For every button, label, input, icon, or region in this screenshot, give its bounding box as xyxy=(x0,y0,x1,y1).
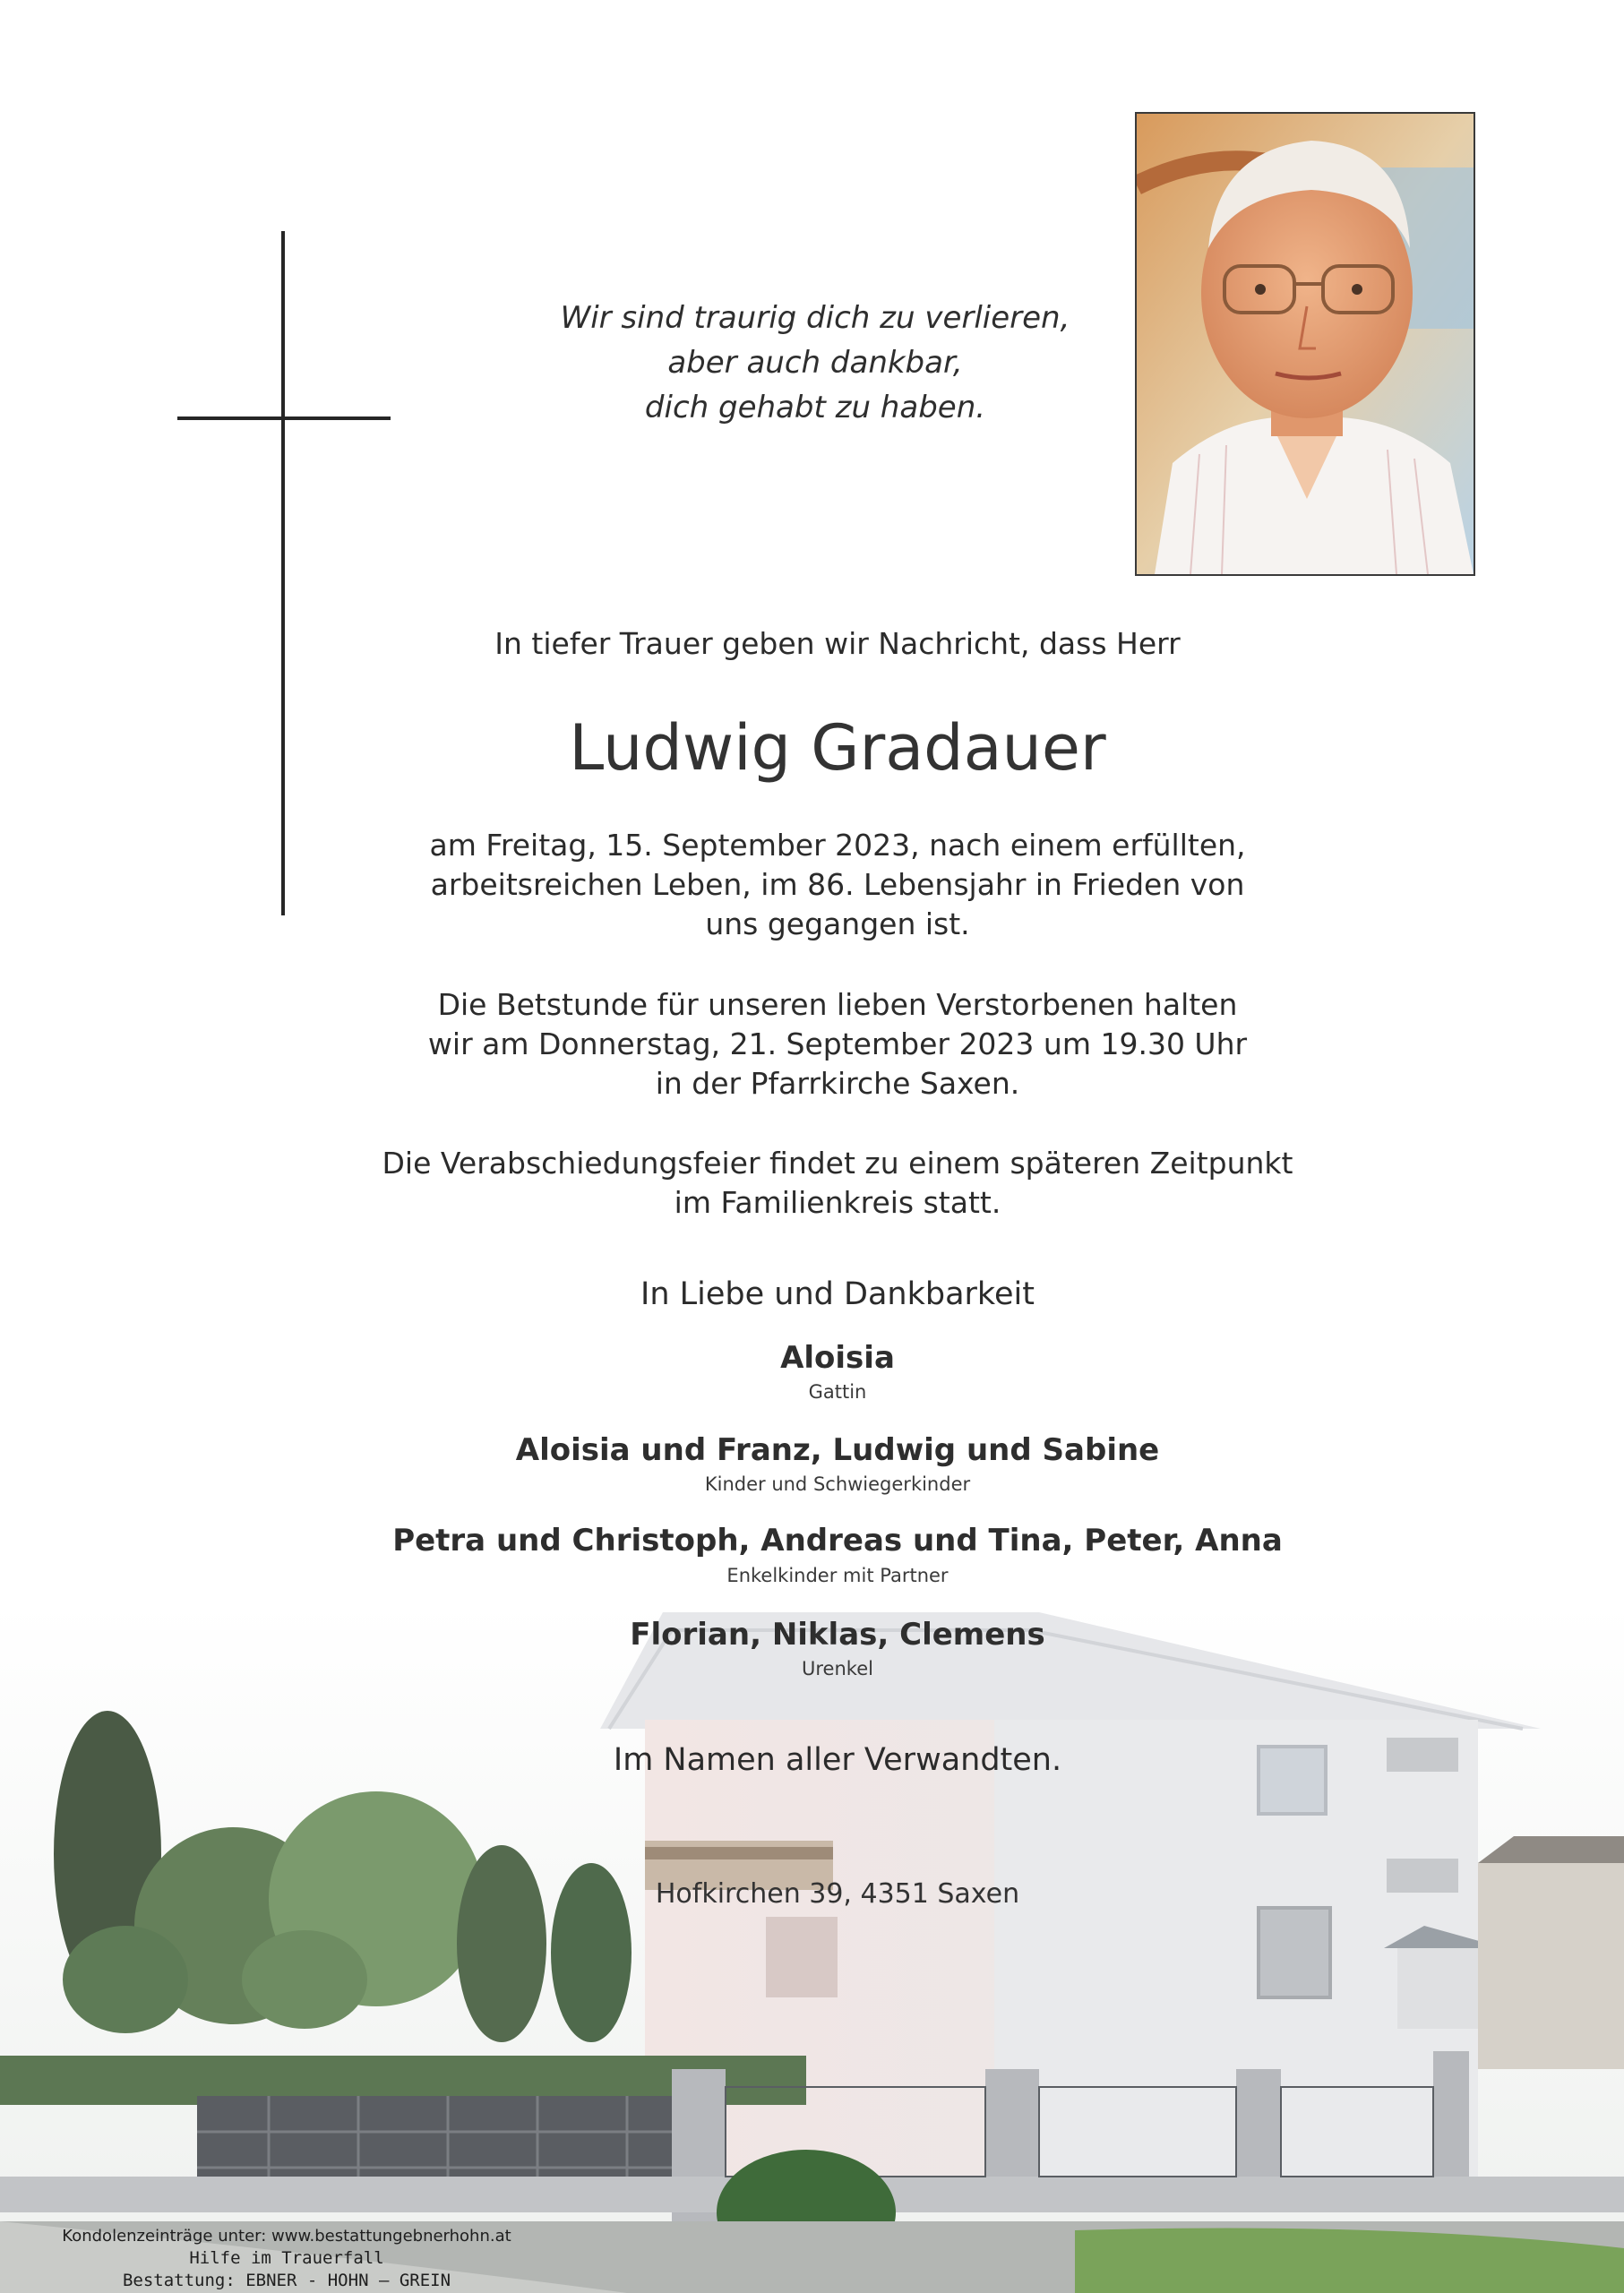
death-notice-paragraph xyxy=(340,826,1335,944)
cross-icon-bar xyxy=(177,417,391,420)
deceased-name: Ludwig Gradauer xyxy=(569,711,1106,785)
motto-line-3: dich gehabt zu haben. xyxy=(644,390,986,425)
family-member-role: Kinder und Schwiegerkinder xyxy=(704,1473,971,1495)
paragraph-line: in der Pfarrkirche Saxen. xyxy=(655,1066,1020,1101)
family-member-names: Aloisia und Franz, Ludwig und Sabine xyxy=(515,1432,1160,1468)
family-member-role: Gattin xyxy=(808,1381,867,1403)
paragraph-line: uns gegangen ist. xyxy=(705,906,970,941)
paragraph-line: wir am Donnerstag, 21. September 2023 um 19.30 Uhr xyxy=(427,1026,1248,1061)
paragraph-line: am Freitag, 15. September 2023, nach einem erfüllten, xyxy=(429,828,1246,863)
portrait-photo xyxy=(1135,112,1475,576)
on-behalf-line: Im Namen aller Verwandten. xyxy=(613,1742,1062,1778)
closing-line: In Liebe und Dankbarkeit xyxy=(640,1276,1035,1312)
paragraph-line: im Familienkreis statt. xyxy=(674,1185,1001,1220)
motto-line-2: aber auch dankbar, xyxy=(667,345,963,381)
undertaker-note: Bestattung: EBNER - HOHN – GREIN xyxy=(122,2271,451,2290)
intro-text: In tiefer Trauer geben wir Nachricht, dass Herr xyxy=(494,626,1181,661)
family-member-role: Urenkel xyxy=(802,1658,873,1679)
cross-icon xyxy=(281,231,285,915)
paragraph-line: arbeitsreichen Leben, im 86. Lebensjahr in Frieden von xyxy=(430,867,1245,902)
family-member-role: Enkelkinder mit Partner xyxy=(726,1565,949,1586)
prayer-hour-paragraph xyxy=(340,985,1335,1104)
farewell-paragraph xyxy=(340,1144,1335,1223)
help-note: Hilfe im Trauerfall xyxy=(189,2248,384,2268)
family-member-names: Florian, Niklas, Clemens xyxy=(630,1617,1045,1653)
motto-line-1: Wir sind traurig dich zu verlieren, xyxy=(560,300,1070,336)
portrait-illustration xyxy=(1137,114,1474,574)
paragraph-line: Die Betstunde für unseren lieben Verstorbenen halten xyxy=(437,987,1238,1022)
condolence-note: Kondolenzeinträge unter: www.bestattungebnerhohn.at xyxy=(62,2227,511,2246)
address: Hofkirchen 39, 4351 Saxen xyxy=(655,1878,1020,1910)
house-photo xyxy=(0,1603,1624,2293)
motto xyxy=(484,296,1147,430)
footer xyxy=(36,2225,537,2292)
family-member-names: Aloisia xyxy=(780,1340,895,1376)
family-member-names: Petra und Christoph, Andreas und Tina, Peter, Anna xyxy=(392,1523,1283,1559)
paragraph-line: Die Verabschiedungsfeier findet zu einem späteren Zeitpunkt xyxy=(382,1146,1293,1181)
